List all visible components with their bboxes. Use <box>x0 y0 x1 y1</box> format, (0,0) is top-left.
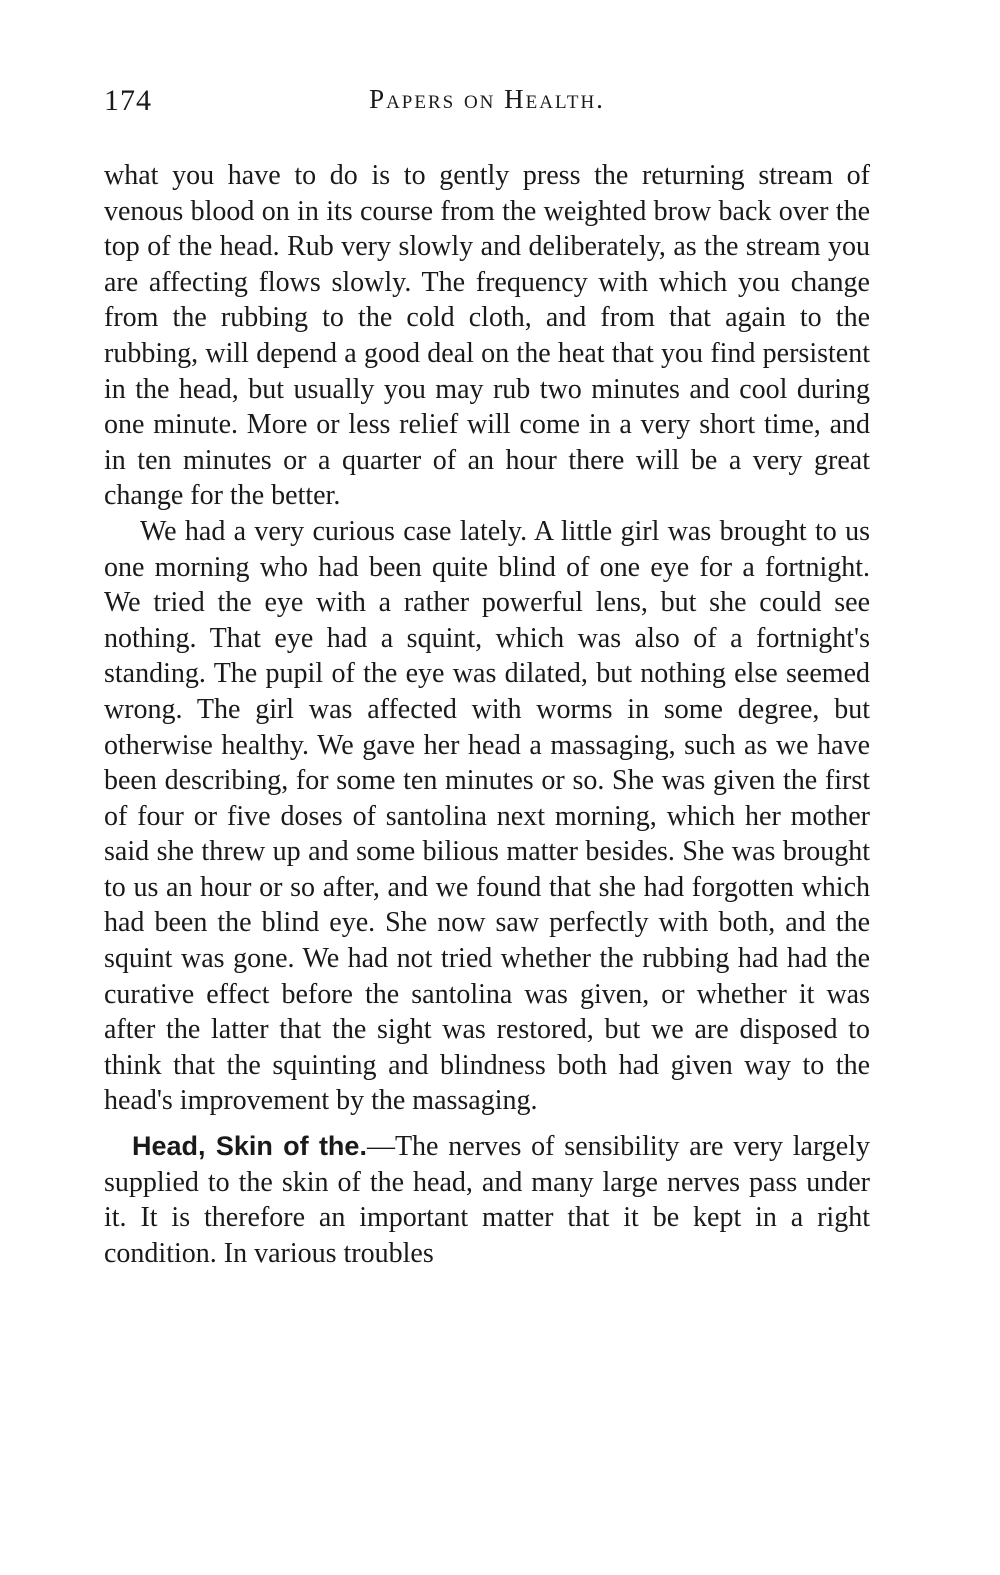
running-head <box>104 84 870 124</box>
entry-text: —The nerves of sensibility are very largely supplied to the skin of the head, and many large nerves pass under it. It is therefore an important matter that it be kept in a right condition. In various troubles <box>104 1131 870 1269</box>
page-number: 174 <box>104 84 152 117</box>
body-text <box>104 158 870 1271</box>
running-title: Papers on Health. <box>369 84 605 114</box>
entry-heading: Head, Skin of the. <box>132 1131 367 1162</box>
paragraph-continuation: what you have to do is to gently press the returning stream of venous blood on in its course from the weighted brow back over the top of the head. Rub very slowly and deliberately, as the stream you are affecting flows slowly. The frequency with which you change from the rubbing to the cold cloth, and from that again to the rubbing, will depend a good deal on the heat that you find persistent in the head, but usually you may rub two minutes and cool during one minute. More or less relief will come in a very short time, and in ten minutes or a quarter of an hour there will be a very great change for the better. <box>104 160 870 512</box>
paragraph-case-report: We had a very curious case lately. A little girl was brought to us one morning who had been quite blind of one eye for a fortnight. We tried the eye with a rather powerful lens, but she could see nothing. That eye had a squint, which was also of a fortnight's standing. The pupil of the eye was dilated, but nothing else seemed wrong. The girl was affected with worms in some degree, but otherwise healthy. We gave her head a massaging, such as we have been describing, for some ten minutes or so. She was given the first of four or five doses of santolina next morning, which her mother said she threw up and some bilious matter besides. She was brought to us an hour or so after, and we found that she had forgotten which had been the blind eye. She now saw perfectly with both, and the squint was gone. We had not tried whether the rubbing had had the curative effect before the santolina was given, or whether it was after the latter that the sight was restored, but we are disposed to think that the squinting and blindness both had given way to the head's improvement by the massaging. <box>104 515 870 1117</box>
entry-head-skin <box>104 1129 870 1271</box>
